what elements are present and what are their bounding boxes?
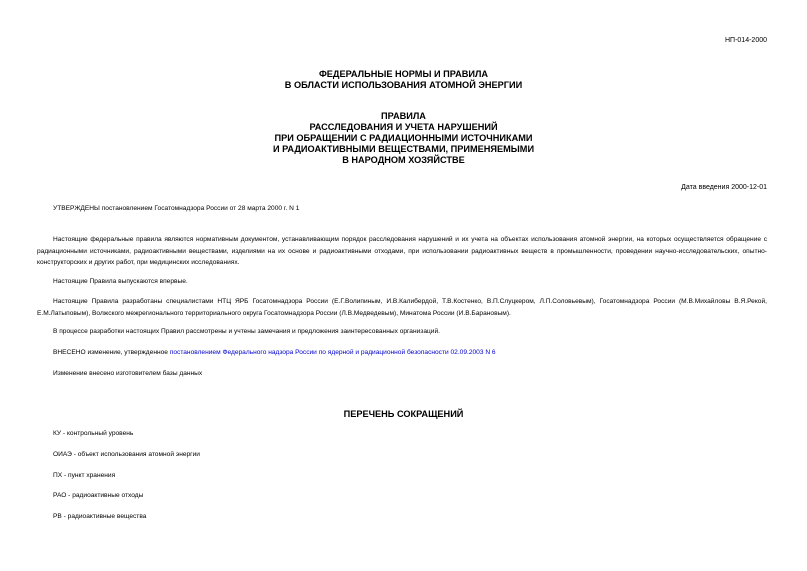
- abbreviation-item: ПХ - пункт хранения: [53, 472, 116, 479]
- header-line: В ОБЛАСТИ ИСПОЛЬЗОВАНИЯ АТОМНОЙ ЭНЕРГИИ: [284, 80, 523, 90]
- developers-paragraph: Настоящие Правила разработаны специалистами НТЦ ЯРБ Госатомнадзора России (Е.Г.Волипиным, И.В.Калибердой, Т.В.Костенко, В.П.Слуцкером, Л.П.Соловьевым), Госатомнадзора России (М.В.Михайловы В.Я.Рекой, Е.М.Латыповым), Волжского межрегионального территориального округа Госатомнадзора России (Л.В.Медведевым), Минатома России (И.В.Барановым).: [37, 298, 767, 317]
- amendment-paragraph: [37, 347, 767, 359]
- intro-paragraph: Настоящие федеральные правила являются нормативным документом, устанавливающим порядок расследования нарушений и их учета на объектах использования атомной энергии, на которых осуществляется обращение с радиационными источниками, радиоактивными веществами, изделиями на их основе и радиоактивными отходами, при использовании радиоактивных веществ в промышленности, проведении научно-исследовательских, опытно-конструкторских и других работ, при медицинских исследованиях.: [37, 236, 767, 266]
- amended-by-paragraph: Изменение внесено изготовителем базы данных: [53, 370, 203, 377]
- title-line: ПРИ ОБРАЩЕНИИ С РАДИАЦИОННЫМИ ИСТОЧНИКАМИ: [274, 133, 533, 143]
- approved-paragraph: УТВЕРЖДЕНЫ постановлением Госатомнадзора России от 28 марта 2000 г. N 1: [53, 205, 300, 212]
- effective-date: Дата введения 2000-12-01: [681, 184, 767, 191]
- title-line: В НАРОДНОМ ХОЗЯЙСТВЕ: [342, 155, 465, 165]
- abbreviation-item: РВ - радиоактивные вещества: [53, 513, 147, 520]
- header-line: ФЕДЕРАЛЬНЫЕ НОРМЫ И ПРАВИЛА: [318, 69, 489, 79]
- title-line: И РАДИОАКТИВНЫМИ ВЕЩЕСТВАМИ, ПРИМЕНЯЕМЫМИ: [272, 144, 535, 154]
- document-code: НП-014-2000: [725, 37, 767, 44]
- abbreviation-item: КУ - контрольный уровень: [53, 430, 134, 437]
- first-time-paragraph: Настоящие Правила выпускаются впервые.: [53, 278, 188, 285]
- abbreviations-title: ПЕРЕЧЕНЬ СОКРАЩЕНИЙ: [343, 409, 464, 419]
- review-paragraph: В процессе разработки настоящих Правил рассмотрены и учтены замечания и предложения заинтересованных организаций.: [53, 328, 440, 335]
- abbreviation-item: ОИАЭ - объект использования атомной энергии: [53, 451, 200, 458]
- document-header: [0, 69, 807, 91]
- document-title: [0, 111, 807, 166]
- abbreviation-item: РАО - радиоактивные отходы: [53, 492, 144, 499]
- title-line: ПРАВИЛА: [381, 111, 426, 121]
- title-line: РАССЛЕДОВАНИЯ И УЧЕТА НАРУШЕНИЙ: [309, 122, 498, 132]
- amendment-link[interactable]: постановлением Федерального надзора России по ядерной и радиационной безопасности 02.09.2003 N 6: [169, 349, 496, 356]
- amendment-prefix: ВНЕСЕНО изменение, утвержденное: [53, 349, 168, 356]
